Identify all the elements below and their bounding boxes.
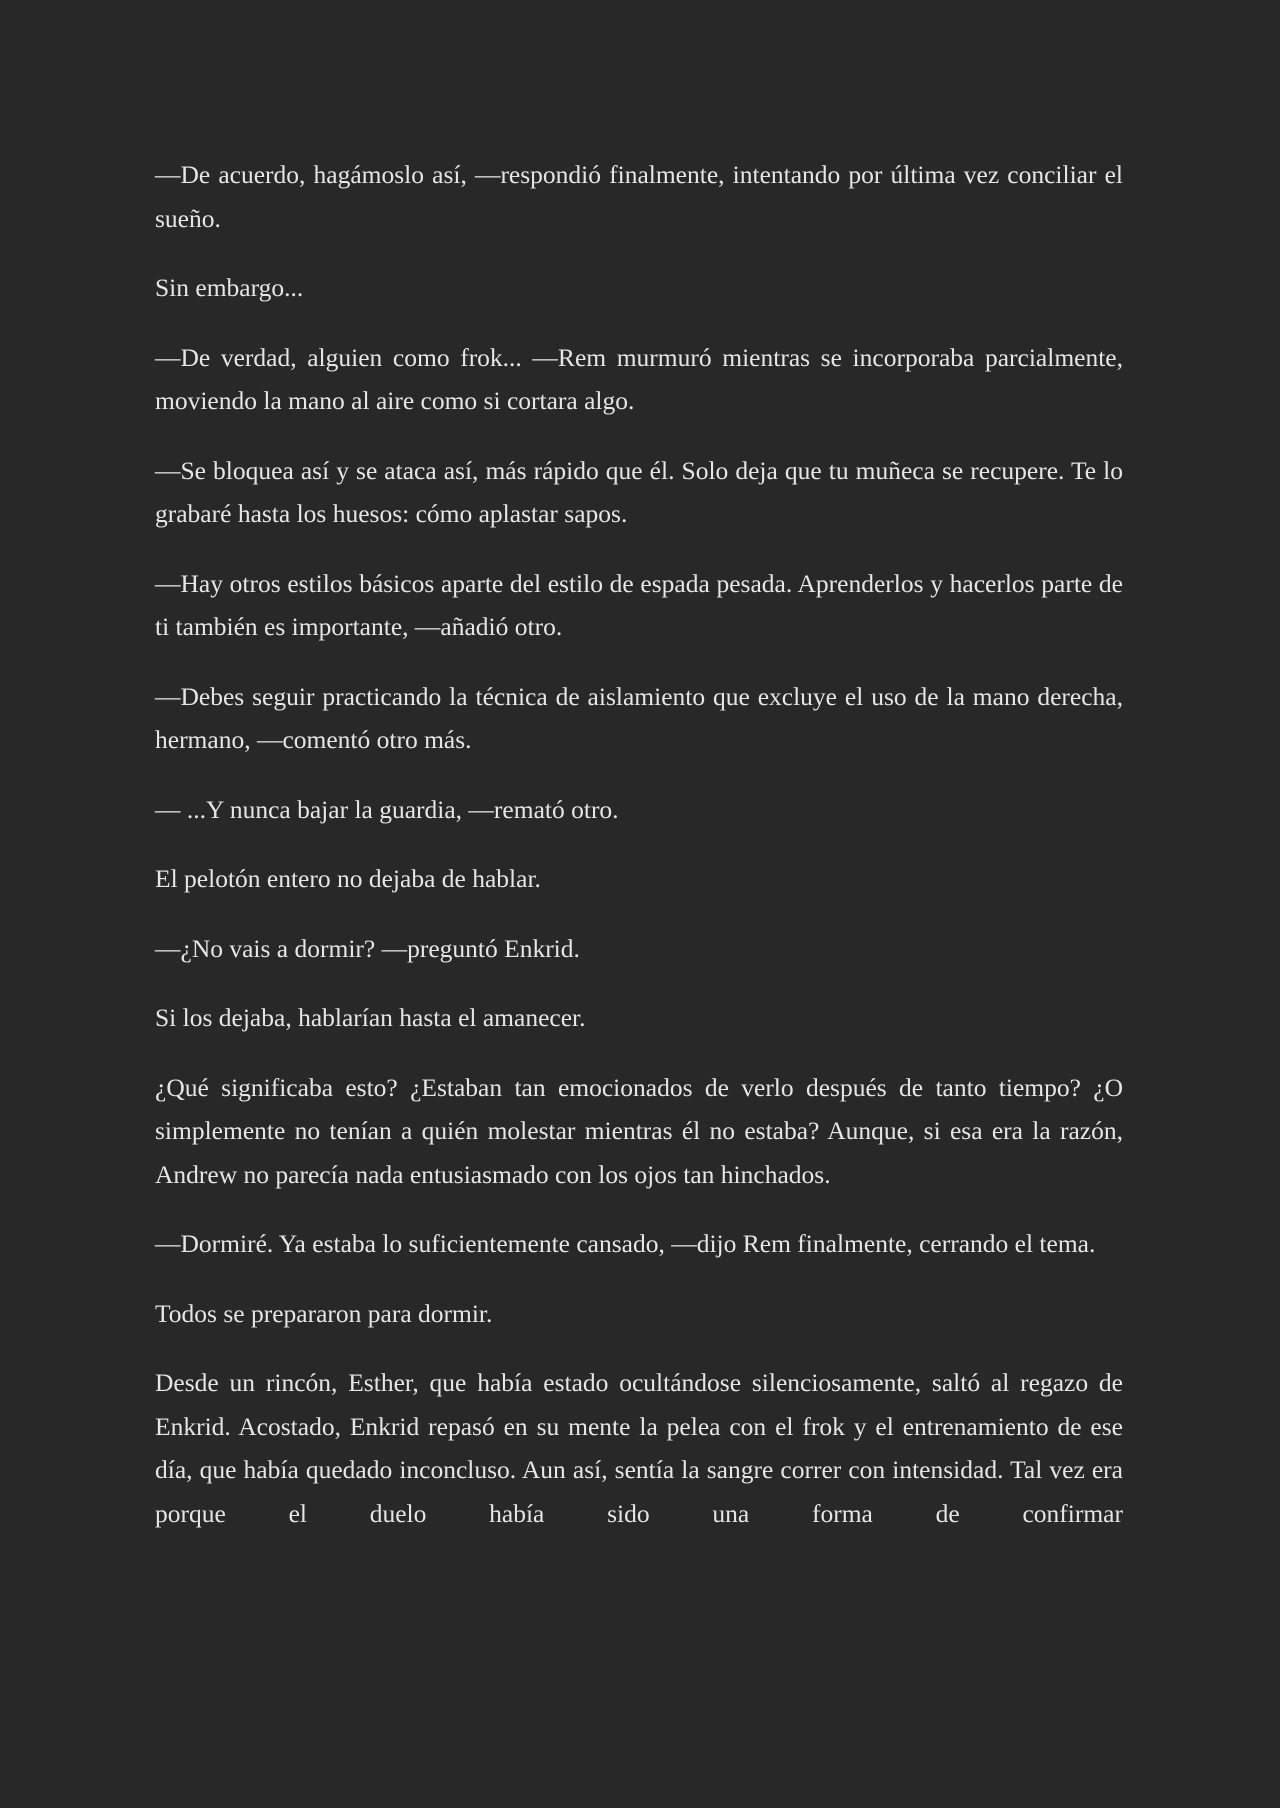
paragraph: Desde un rincón, Esther, que había estado ocultándose silenciosamente, saltó al regazo de Enkrid. Acostado, Enkrid repasó en su mente la pelea con el frok y el entrenamiento de ese día, que había quedado inconcluso. Aun así, sentía la sangre correr con intensidad. Tal vez era porque el duelo había sido una forma de confirmar: [155, 1368, 1123, 1528]
paragraph: El pelotón entero no dejaba de hablar.: [155, 864, 541, 893]
paragraph: —Debes seguir practicando la técnica de aislamiento que excluye el uso de la mano derecha, hermano, —comentó otro más.: [155, 681, 1123, 754]
paragraph: —¿No vais a dormir? —preguntó Enkrid.: [155, 933, 580, 963]
document-page: [155, 153, 1123, 1561]
paragraph: Todos se prepararon para dormir.: [155, 1298, 493, 1328]
paragraph: —De acuerdo, hagámoslo así, —respondió finalmente, intentando por última vez conciliar el sueño.: [155, 160, 1123, 233]
paragraph: —Hay otros estilos básicos aparte del estilo de espada pesada. Aprenderlos y hacerlos parte de ti también es importante, —añadió otro.: [155, 568, 1123, 641]
paragraph: —Se bloquea así y se ataca así, más rápido que él. Solo deja que tu muñeca se recupere. Te lo grabaré hasta los huesos: cómo aplastar sapos.: [155, 455, 1123, 528]
paragraph: — ...Y nunca bajar la guardia, —remató otro.: [155, 794, 619, 824]
paragraph: ¿Qué significaba esto? ¿Estaban tan emocionados de verlo después de tanto tiempo? ¿O simplemente no tenían a quién molestar mientras él no estaba? Aunque, si esa era la razón, Andrew no parecía nada entusiasmado con los ojos tan hinchados.: [155, 1072, 1123, 1189]
paragraph: Sin embargo...: [155, 273, 304, 302]
paragraph: —De verdad, alguien como frok... —Rem murmuró mientras se incorporaba parcialmente, moviendo la mano al aire como si cortara algo.: [155, 342, 1123, 415]
paragraph: Si los dejaba, hablarían hasta el amanecer.: [155, 1003, 586, 1032]
paragraph: —Dormiré. Ya estaba lo suficientemente cansado, —dijo Rem finalmente, cerrando el tema.: [155, 1229, 1096, 1258]
